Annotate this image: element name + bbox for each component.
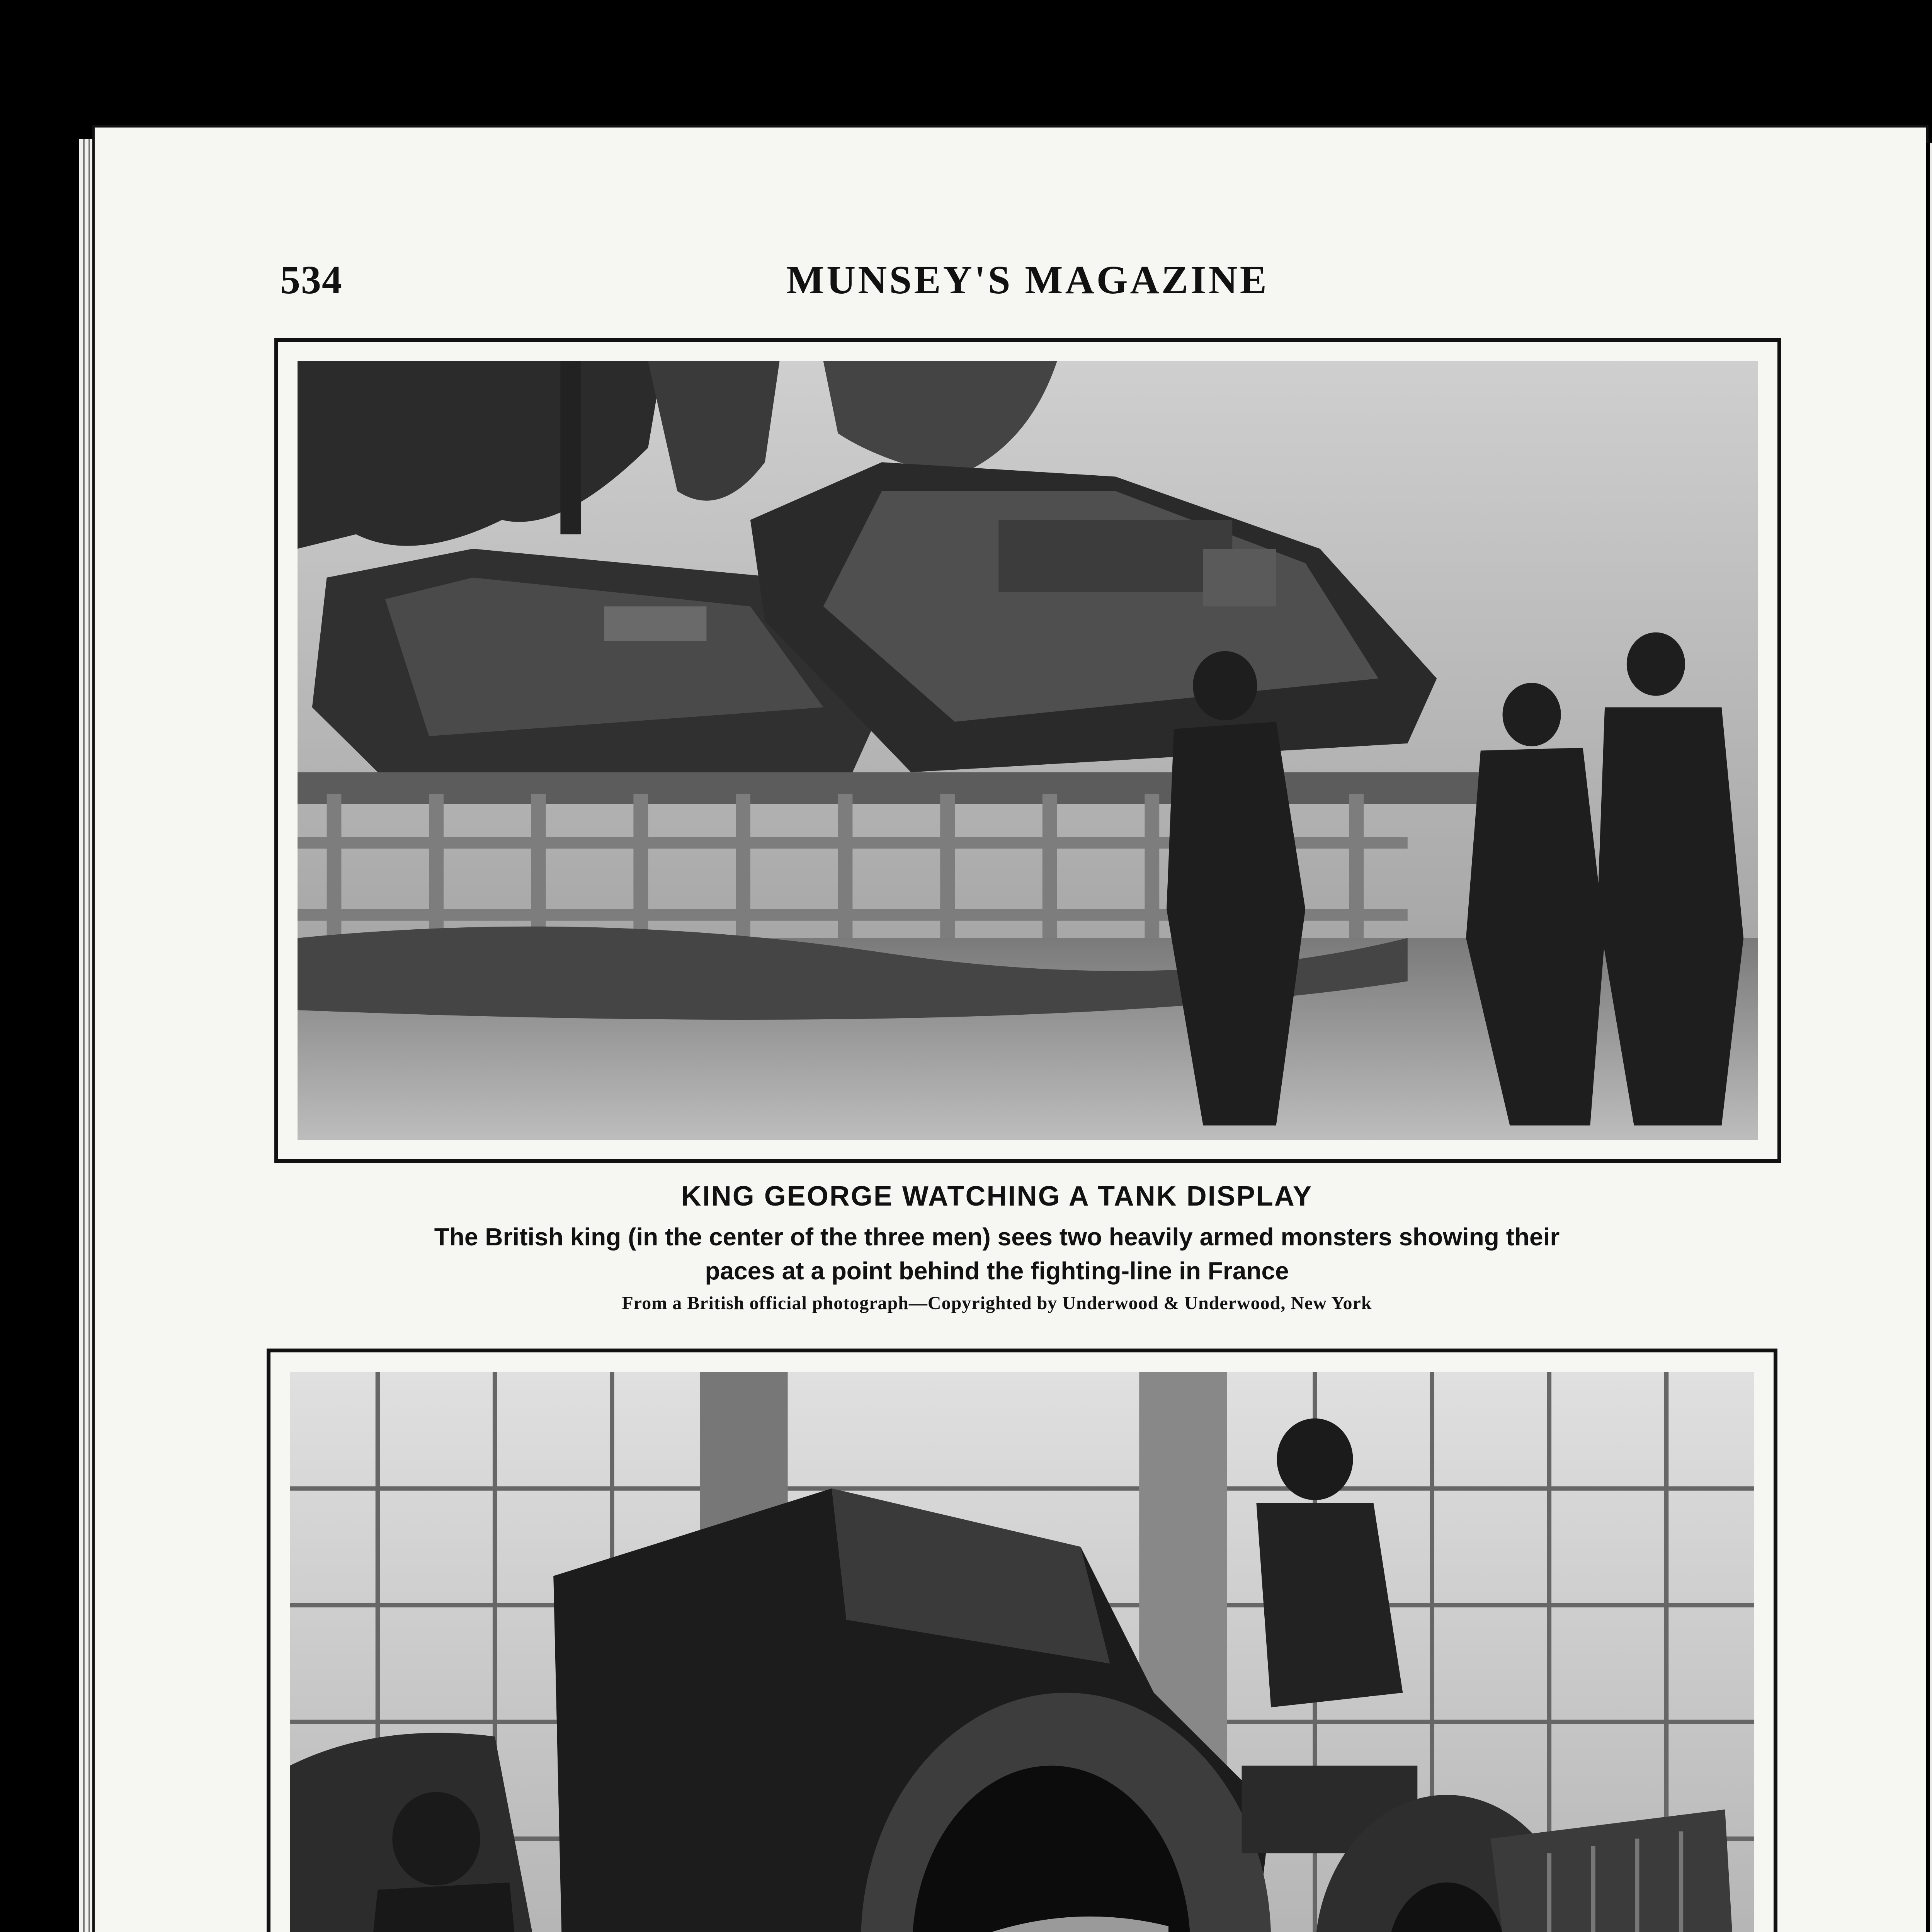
tank-display-photo	[298, 361, 1758, 1140]
running-head	[280, 257, 1633, 307]
howitzer-image	[290, 1372, 1754, 1932]
page-number: 534	[280, 258, 343, 302]
magazine-title: MUNSEY'S MAGAZINE	[786, 258, 1269, 302]
figure1-title: KING GEORGE WATCHING A TANK DISPLAY	[681, 1181, 1313, 1212]
tank-display-photo-frame	[274, 338, 1781, 1163]
page-edge-right	[1926, 143, 1932, 1932]
gun-works-photo	[290, 1372, 1754, 1932]
figure1-caption-line1: The British king (in the center of the three men) sees two heavily armed monsters showing their	[434, 1223, 1560, 1251]
figure1-caption-line2: paces at a point behind the fighting-line in France	[705, 1257, 1289, 1285]
tank-display-image	[298, 361, 1758, 1140]
gun-works-photo-frame	[267, 1349, 1777, 1932]
figure1-caption	[247, 1180, 1747, 1314]
figure1-credit: From a British official photograph—Copyrighted by Underwood & Underwood, New York	[622, 1293, 1372, 1313]
